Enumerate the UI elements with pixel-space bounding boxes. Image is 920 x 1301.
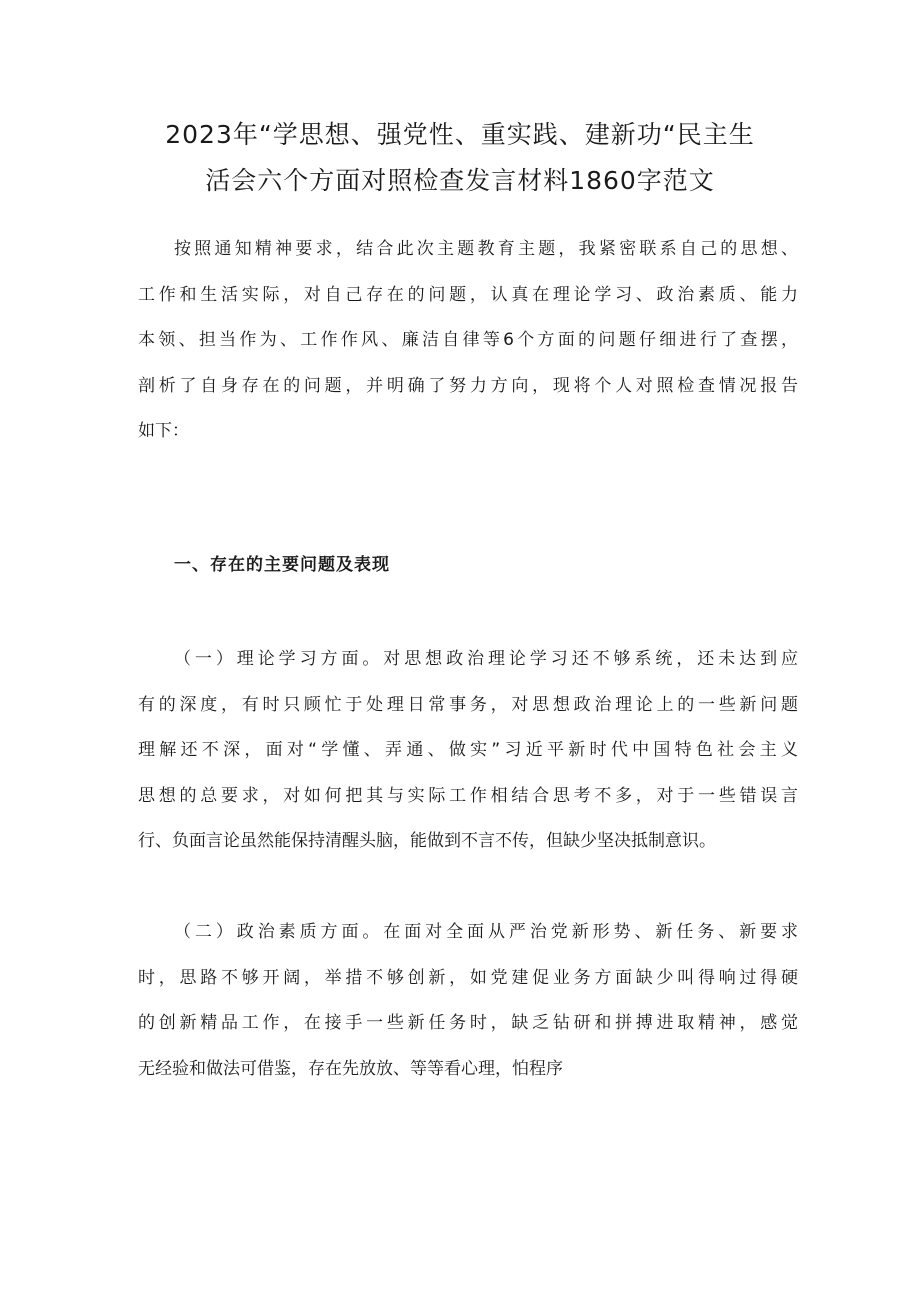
intro-line-3: 本领、担当作为、工作作风、廉洁自律等6个方面的问题仔细进行了查摆， [138, 330, 798, 350]
intro-line-4: 剖析了自身存在的问题，并明确了努力方向，现将个人对照检查情况报告 [138, 375, 798, 396]
para2-line-4: 无经验和做法可借鉴，存在先放放、等等看心理，怕程序 [138, 1058, 563, 1079]
theory-study-paragraph [138, 637, 798, 865]
para1-line-3: 理解还不深，面对“学懂、弄通、做实”习近平新时代中国特色社会主义 [138, 740, 798, 760]
para2-line-1: （二）政治素质方面。在面对全面从严治党新形势、新任务、新要求 [174, 922, 798, 942]
title-line-2: 活会六个方面对照检查发言材料1860字范文 [205, 166, 715, 195]
intro-paragraph [138, 227, 798, 455]
para1-line-1: （一）理论学习方面。对思想政治理论学习还不够系统，还未达到应 [174, 649, 798, 669]
section-heading: 一、存在的主要问题及表现 [174, 555, 390, 575]
para1-line-4: 思想的总要求，对如何把其与实际工作相结合思考不多，对于一些错误言 [138, 785, 798, 806]
intro-line-2: 工作和生活实际，对自己存在的问题，认真在理论学习、政治素质、能力 [138, 284, 798, 305]
title-line-1: 2023年“学思想、强党性、重实践、建新功“民主生 [165, 120, 755, 149]
document-title [110, 112, 810, 204]
para2-line-2: 时，思路不够开阔，举措不够创新，如党建促业务方面缺少叫得响过得硬 [138, 967, 798, 988]
para2-line-3: 的创新精品工作，在接手一些新任务时，缺乏钻研和拼搏进取精神，感觉 [138, 1013, 798, 1033]
para1-line-5: 行、负面言论虽然能保持清醒头脑，能做到不言不传，但缺少坚决抵制意识。 [138, 831, 716, 851]
political-quality-paragraph [138, 910, 798, 1092]
para1-line-2: 有的深度，有时只顾忙于处理日常事务，对思想政治理论上的一些新问题 [138, 694, 798, 715]
intro-line-5: 如下： [138, 421, 189, 441]
intro-line-1: 按照通知精神要求，结合此次主题教育主题，我紧密联系自己的思想、 [174, 239, 798, 259]
